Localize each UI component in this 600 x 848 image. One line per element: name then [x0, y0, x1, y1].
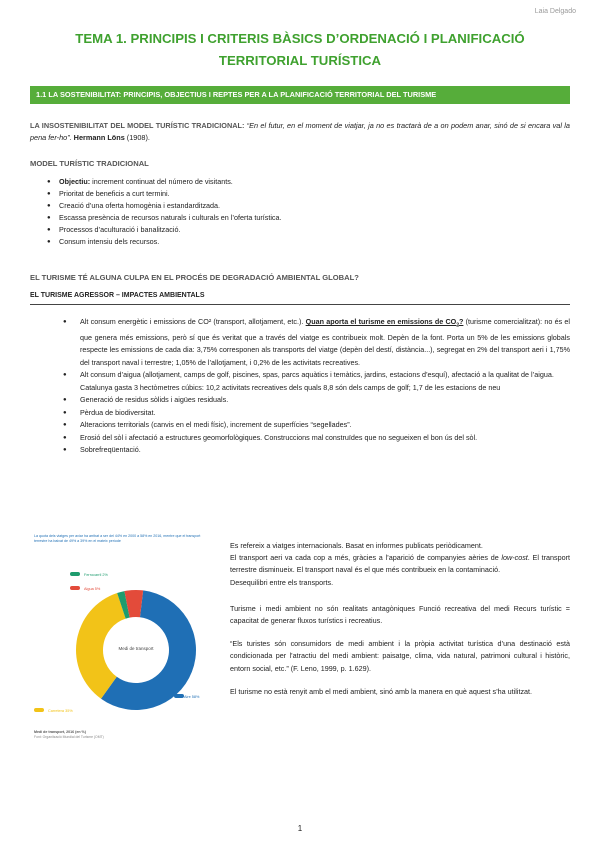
legend-label-aire: Aire 58% — [184, 695, 200, 699]
legend-label-ferrocarril: Ferrocarril 2% — [84, 573, 108, 577]
transport-chart — [34, 534, 220, 746]
list-item: ● Escassa presència de recursos naturals i culturals en l’oferta turística. — [30, 212, 570, 224]
chart-source: Medi de transport, 2016 (en %) — [34, 730, 86, 734]
paragraph: Desequilibri entre els transports. — [230, 577, 334, 587]
pie-center-label: Medi de transport — [118, 646, 154, 651]
author-name: Laia Delgado — [534, 8, 576, 15]
intro-author: Hermann Löns — [71, 133, 125, 142]
intro-lead: LA INSOSTENIBILITAT DEL MODEL TURÍSTIC TRADICIONAL: — [30, 121, 245, 130]
legend-label-aigua: Aigua 5% — [84, 587, 101, 591]
model-list — [30, 176, 570, 248]
legend-icon-aigua — [70, 586, 80, 590]
pie-chart — [34, 562, 220, 728]
paragraph: El turisme no està renyit amb el medi ambient, sinó amb la manera en què aquest s’ha utilitzat. — [230, 686, 533, 696]
page-number: 1 — [297, 824, 303, 833]
water-note: Catalunya gasta 3 hectòmetres cúbics: 10,2 activitats recreatives dels quals 8,8 són dels camps de golf; 1,7 de les estacions de neu — [80, 382, 501, 392]
impacts-list — [30, 316, 570, 457]
model-heading: MODEL TURÍSTIC TRADICIONAL — [30, 159, 149, 168]
paragraph: Es refereix a viatges internacionals. Basat en informes publicats periòdicament. — [230, 541, 483, 550]
list-item: ● Creació d’una oferta homogènia i estandarditzada. — [30, 200, 570, 212]
intro-quote: “En el futur, en el moment de viatjar, ja no es tractarà de a on podem anar, sinó de si encara val la pena fer-ho”. — [30, 121, 570, 142]
list-item: ● Pèrdua de biodiversitat. — [30, 407, 570, 420]
legend-icon-aire — [174, 694, 184, 698]
list-item: ● Consum intensiu dels recursos. — [30, 236, 570, 248]
right-column — [230, 540, 570, 698]
list-item: ● Prioritat de beneficis a curt termini. — [30, 188, 570, 200]
legend-icon-ferrocarril — [70, 572, 80, 576]
intro-year: (1908). — [124, 133, 150, 142]
emissions-question: Quan aporta el turisme en emissions de $CO_2$? — [305, 317, 464, 329]
section-header: 1.1 LA SOSTENIBILITAT: PRINCIPIS, OBJECTIUS I REPTES PER A LA PLANIFICACIÓ TERRITORIAL DEL TURISME — [30, 86, 570, 104]
legend-icon-carretera — [34, 708, 44, 712]
document-title: TEMA 1. PRINCIPIS I CRITERIS BÀSICS D’ORDENACIÓ I PLANIFICACIÓ TERRITORIAL TURÍSTICA — [75, 31, 525, 68]
list-item: ● Alteracions territorials (canvis en el medi físic), increment de superfícies “segellades”. — [30, 419, 570, 432]
question-heading: EL TURISME TÉ ALGUNA CULPA EN EL PROCÉS DE DEGRADACIÓ AMBIENTAL GLOBAL? — [30, 273, 359, 282]
intro-paragraph — [30, 120, 570, 144]
list-item: ● Alt consum energètic i emissions de CO² (transport, allotjament, etc.). Quan aporta el turisme en emissions de $CO_2$? (turisme comercialitzat): no és el que genera més emissions, però sí que és veritat que a través del viatge es contribueix molt. Depèn de la font. Porta un 5% de les emissions globals respecte les emissions de cada dia: 3,75% corresponen als transports del viatge (depèn del destí, distància...), segregat en 2% del transport aeri i 1,75% del transport naval i terrestre; 1,05% de l’allotjament, i 0,2% de les activitats recreatives. — [30, 316, 570, 369]
list-item: ● Erosió del sòl i afectació a estructures geomorfològiques. Construccions mal construïdes que no segueixen el bon ús del sòl. — [30, 432, 570, 445]
chart-title: La quota dels viatges per aviar ha arribat a ser del 44% en 2000 a 58% en 2016, mentre que el transport terrestre ha baixat de 49% a 39% en el mateix període — [34, 534, 201, 543]
list-item: ● Alt consum d’aigua (allotjament, camps de golf, piscines, spas, parcs aquàtics i temàtics, jardins, estacions d’esquí), afectació a la qualitat de l’aigua. Catalunya gasta 3 hectòmetres cúbics: 10,2 activitats recreatives dels quals 8,8 són dels camps de golf; 1,7 de les estacions de neu — [30, 369, 570, 394]
list-item: ● Objectiu: increment continuat del número de visitants. — [30, 176, 570, 188]
list-item: ● Generació de residus sòlids i aigües residuals. — [30, 394, 570, 407]
legend-label-carretera: Carretera 35% — [48, 709, 73, 713]
paragraph: Turisme i medi ambient no són realitats antagòniques Funció recreativa del medi Recurs turístic = capacitat de generar fluxos turístics i recreatius. — [230, 603, 570, 626]
agressor-heading: EL TURISME AGRESSOR – IMPACTES AMBIENTALS — [30, 292, 205, 299]
chart-source-note: Font: Organització Mundial del Turisme (OMT) — [34, 735, 104, 739]
divider — [30, 304, 570, 305]
quote-paragraph: “Els turistes són consumidors de medi ambient i la pròpia activitat turística d’una destinació està condicionada per l’atractiu del medi ambient: paisatge, clima, vida natural, patrimoni cultural i històric, entorn social, etc.” (F. Leno, 1999, p. 1.629). — [230, 639, 570, 673]
list-item: ● Processos d’aculturació i banalització. — [30, 224, 570, 236]
list-item: ● Sobrefreqüentació. — [30, 444, 570, 457]
paragraph: El transport aeri va cada cop a més, gràcies a l’aparició de companyies aèries de low-cost. El transport terrestre disminueix. El transport naval és el que més contribueix en la contaminació. — [230, 553, 571, 575]
